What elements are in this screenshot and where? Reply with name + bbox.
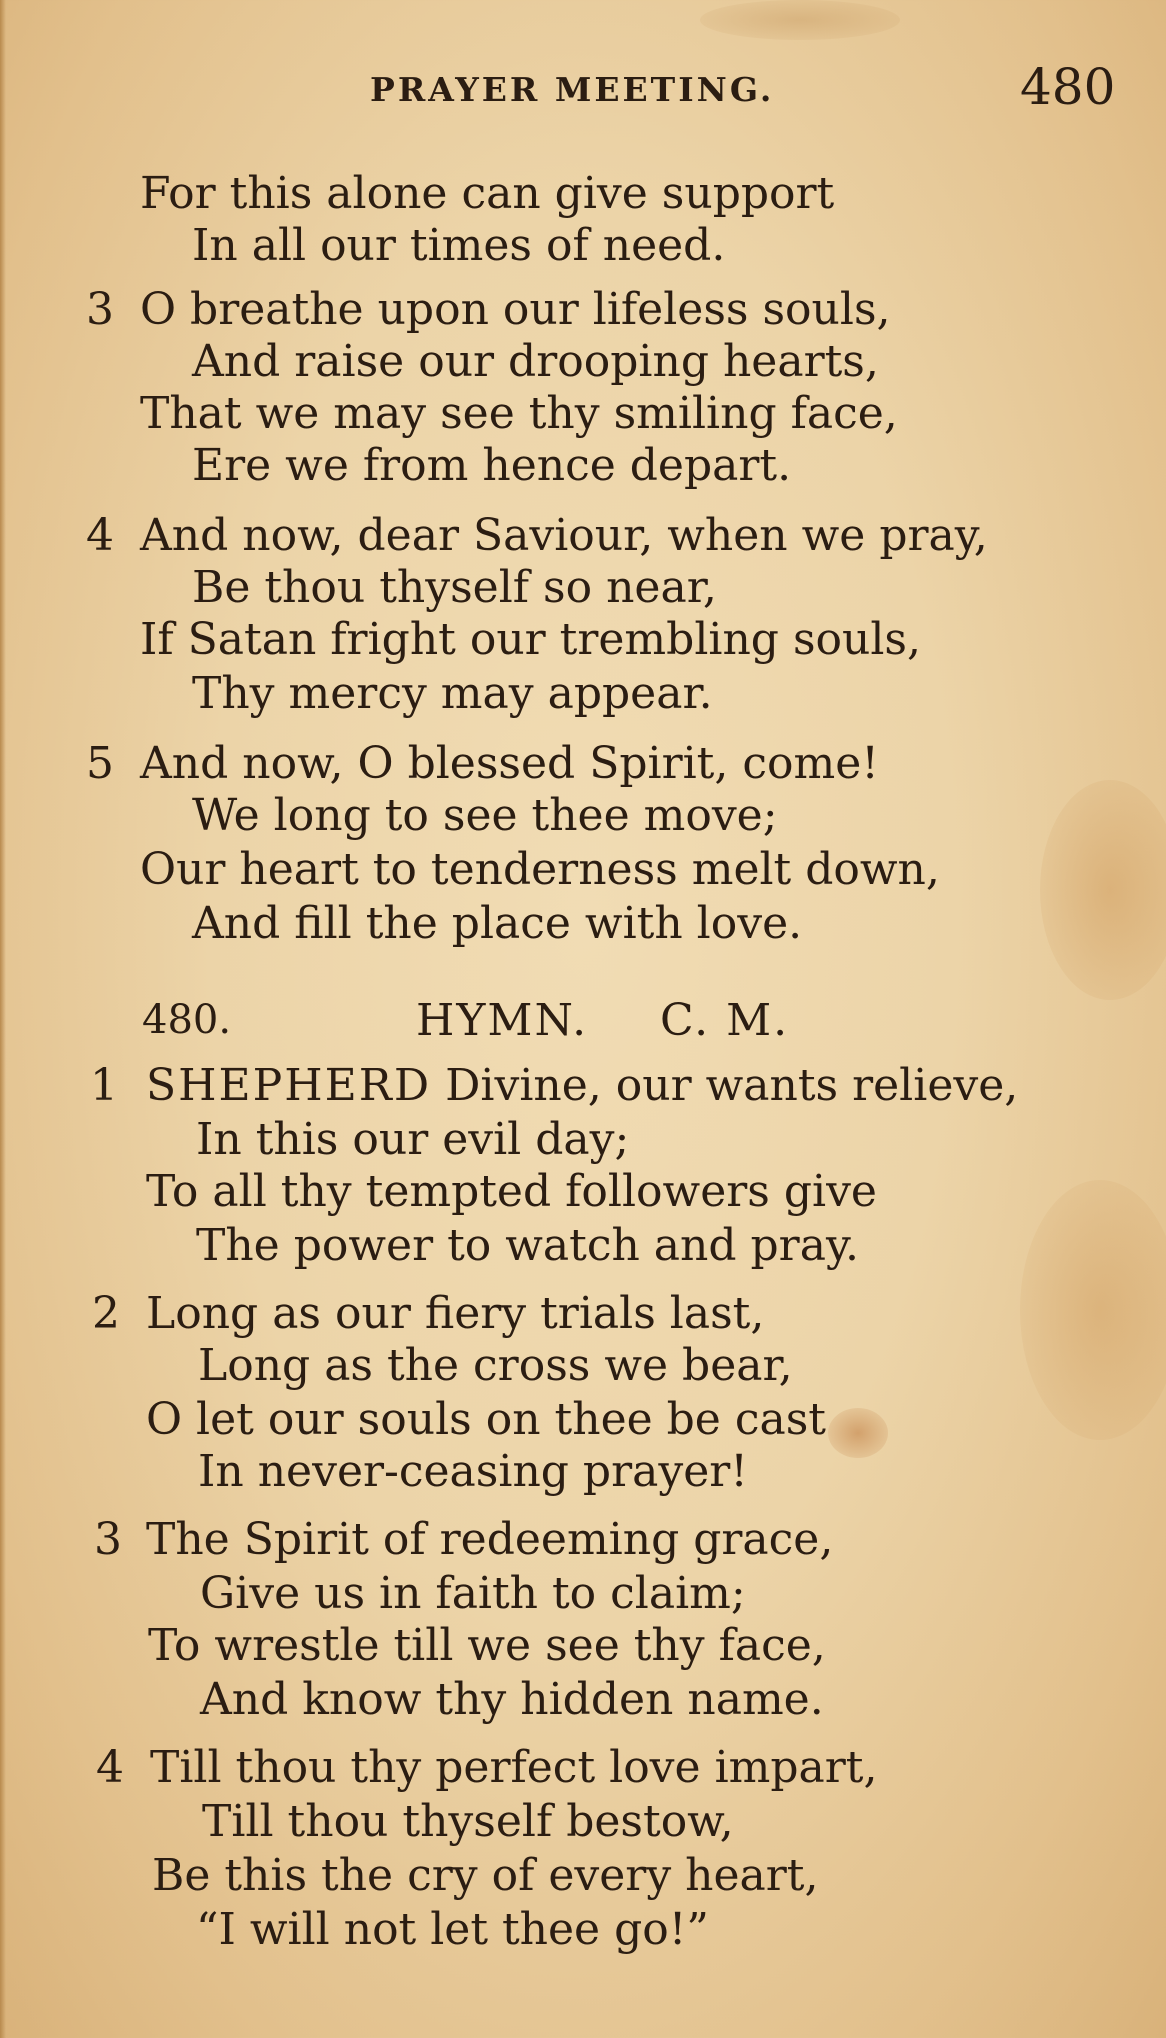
- continuation-line: In all our times of need.: [192, 220, 726, 271]
- verse-line: The Spirit of redeeming grace,: [146, 1514, 834, 1565]
- verse-number: 3: [94, 1514, 122, 1565]
- verse-line: O breathe upon our lifeless souls,: [140, 284, 891, 335]
- hymn-meter: C. M.: [660, 995, 790, 1046]
- verse-line: Till thou thy perfect love impart,: [150, 1742, 878, 1793]
- verse-line: Be this the cry of every heart,: [152, 1850, 819, 1901]
- verse-first-rest: Divine, our wants relieve,: [445, 1060, 1019, 1111]
- verse-line: O let our souls on thee be cast: [146, 1394, 826, 1445]
- verse-line: To wrestle till we see thy face,: [148, 1620, 826, 1671]
- age-stain: [1040, 780, 1166, 1000]
- verse-line: And know thy hidden name.: [200, 1674, 824, 1725]
- verse-line: And raise our drooping hearts,: [192, 336, 879, 387]
- verse-line: And fill the place with love.: [192, 898, 803, 949]
- hymn-number: 480.: [142, 997, 232, 1043]
- verse-line: Long as our fiery trials last,: [146, 1288, 765, 1339]
- continuation-line: For this alone can give support: [140, 168, 835, 219]
- verse-number: 2: [92, 1288, 120, 1339]
- verse-line: We long to see thee move;: [192, 790, 778, 841]
- hymn-label: HYMN.: [416, 995, 589, 1046]
- verse-line: Give us in faith to claim;: [200, 1568, 746, 1619]
- verse-line: And now, O blessed Spirit, come!: [140, 738, 879, 789]
- verse-line: The power to watch and pray.: [196, 1220, 859, 1271]
- age-stain: [1020, 1180, 1166, 1440]
- page-number: 480: [1020, 58, 1116, 116]
- verse-number: 5: [86, 738, 114, 789]
- running-header: PRAYER MEETING.: [370, 70, 775, 109]
- verse-line: Long as the cross we bear,: [198, 1340, 793, 1391]
- verse-line: Our heart to tenderness melt down,: [140, 844, 940, 895]
- verse-line: In this our evil day;: [196, 1114, 630, 1165]
- verse-line: And now, dear Saviour, when we pray,: [140, 510, 988, 561]
- page-edge-shadow: [0, 0, 6, 2038]
- verse-number: 1: [90, 1060, 118, 1111]
- verse-number: 4: [86, 510, 114, 561]
- verse-first-word: SHEPHERD: [146, 1060, 432, 1111]
- verse-line: Thy mercy may appear.: [192, 668, 713, 719]
- verse-number: 4: [96, 1742, 124, 1793]
- verse-line: To all thy tempted followers give: [146, 1166, 877, 1217]
- verse-number: 3: [86, 284, 114, 335]
- age-stain: [700, 0, 900, 40]
- verse-line: Ere we from hence depart.: [192, 440, 792, 491]
- verse-line: That we may see thy smiling face,: [140, 388, 898, 439]
- verse-line: In never-ceasing prayer!: [198, 1446, 748, 1497]
- ink-blot: [828, 1408, 888, 1458]
- verse-line: If Satan fright our trembling souls,: [140, 614, 921, 665]
- verse-line: Till thou thyself bestow,: [202, 1796, 734, 1847]
- verse-first-line: [146, 1060, 1019, 1111]
- verse-line: Be thou thyself so near,: [192, 562, 717, 613]
- verse-line: “I will not let thee go!”: [196, 1904, 709, 1955]
